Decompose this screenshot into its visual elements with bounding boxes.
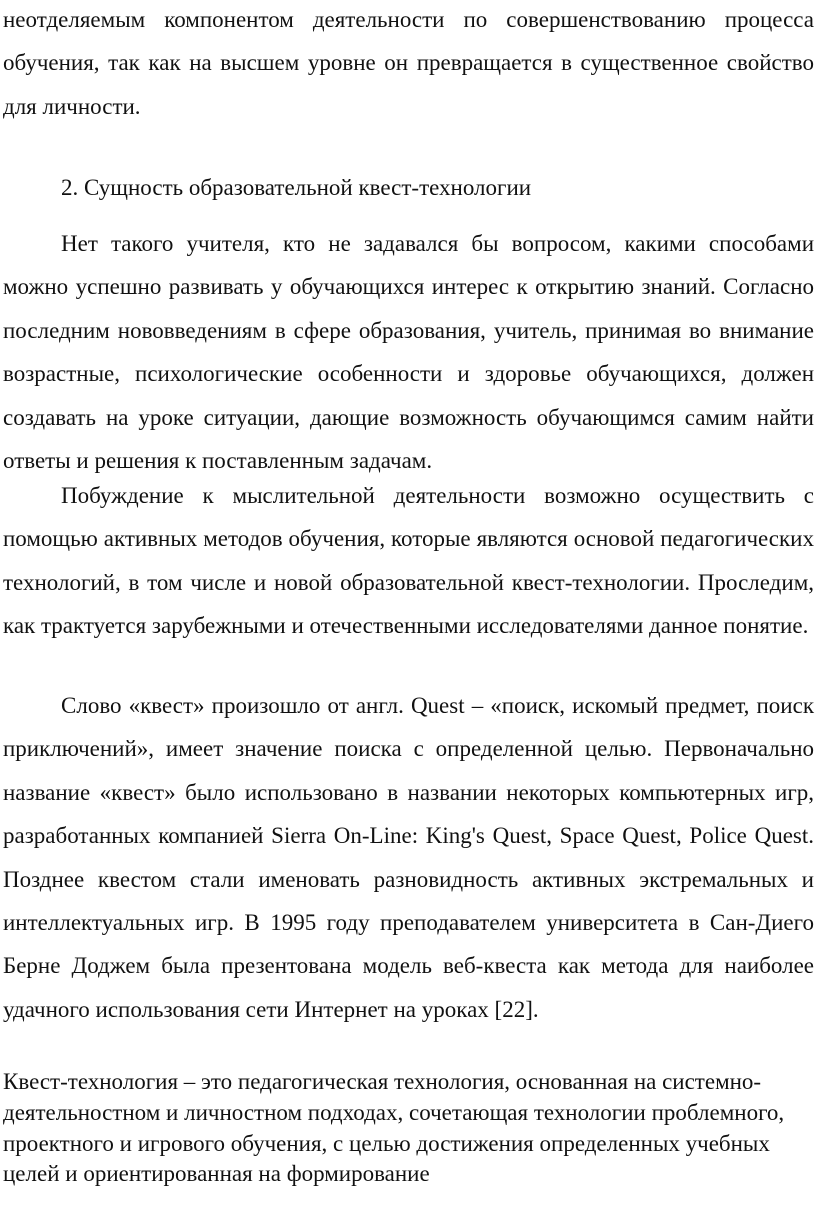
definition-paragraph: Квест-технология – это педагогическая технология, основанная на системно-деятельностном и личностном подходах, сочетающая технологии проблемного, проектного и игрового обучения, с целью достижения определенных учебных целей и ориентированная на формирование: [3, 1069, 785, 1187]
paragraph-2: Побуждение к мыслительной деятельности возможно осуществить с помощью активных методов обучения, которые являются основой педагогических технологий, в том числе и новой образовательной квест-технологии. Проследим, как трактуется зарубежными и отечественными исследователями данное понятие.: [3, 483, 814, 639]
section-heading: 2. Сущность образовательной квест-технологии: [61, 175, 532, 200]
paragraph-3: Слово «квест» произошло от англ. Quest – «поиск, искомый предмет, поиск приключений», имеет значение поиска с определенной целью. Первоначально название «квест» было использовано в названии некоторых компьютерных игр, разработанных компанией Sierra On-Line: King's Quest, Space Quest, Police Quest. Позднее квестом стали именовать разновидность активных экстремальных и интеллектуальных игр. В 1995 году преподавателем университета в Сан-Диего Берне Доджем была презентована модель веб-квеста как метода для наиболее удачного использования сети Интернет на уроках [22].: [3, 693, 814, 1022]
paragraph-1: Нет такого учителя, кто не задавался бы вопросом, какими способами можно успешно развивать у обучающихся интерес к открытию знаний. Согласно последним нововведениям в сфере образования, учитель, принимая во внимание возрастные, психологические особенности и здоровье обучающихся, должен создавать на уроке ситуации, дающие возможность обучающимся самим найти ответы и решения к поставленным задачам.: [3, 231, 814, 474]
continuation-paragraph: неотделяемым компонентом деятельности по совершенствованию процесса обучения, так как на высшем уровне он превращается в существенное свойство для личности.: [3, 7, 814, 119]
